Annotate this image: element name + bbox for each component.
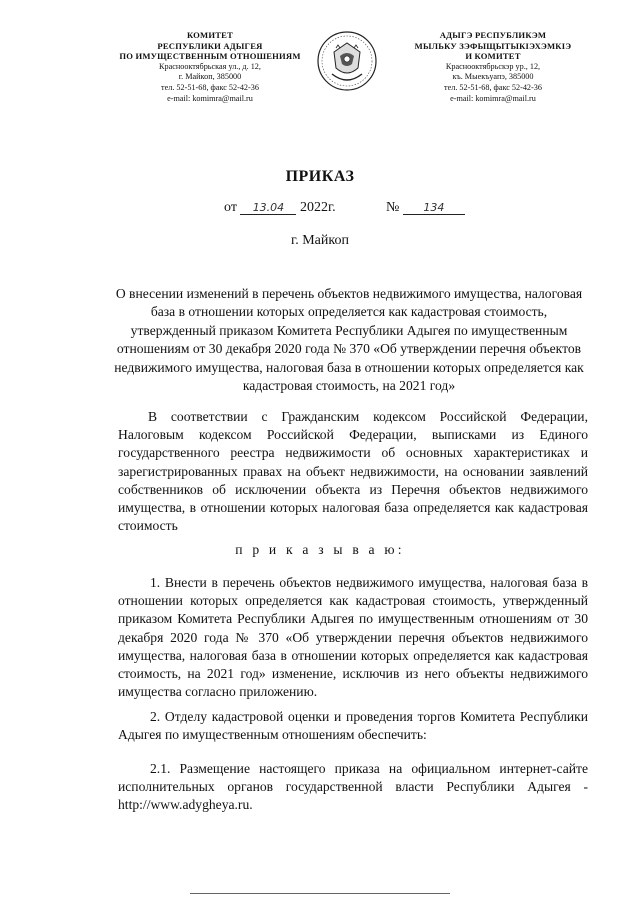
document-date (224, 200, 336, 216)
document-title: ПРИКАЗ (285, 168, 355, 185)
org-name-line: РЕСПУБЛИКИ АДЫГЕЯ (157, 40, 263, 51)
page-bottom-divider (190, 893, 450, 894)
org-name-line: КОМИТЕТ (186, 30, 234, 40)
decree-word: п р и к а з ы в а ю: (235, 542, 405, 557)
coat-of-arms-emblem-icon (314, 30, 380, 92)
item-1-paragraph: 1. Внести в перечень объектов недвижимого имущества, налоговая база в отношении которых определяется как кадастровая стоимость, утвержденный приказом Комитета Республики Адыгея по имущественным отношениям от 30 декабря 2020 года № 370 «Об утверждении перечня объектов недвижимого имущества, налоговая база в отношении которых определяется как кадастровая стоимость, на 2021 год» изменение, исключив из него объекты недвижимого имущества согласно приложению. (118, 575, 588, 700)
org-city: г. Майкоп, 385000 (178, 72, 242, 82)
org-phone: тел. 52-51-68, факс 52-42-36 (161, 82, 259, 92)
document-subject: О внесении изменений в перечень объектов недвижимого имущества, налоговая база в отношении которых определяется как кадастровая стоимость, утвержденный приказом Комитета Республики Адыгея по имущественным отношениям от 30 декабря 2020 года № 370 «Об утверждении перечня объектов недвижимого имущества, налоговая база в отношении которых определяется как кадастровая стоимость, на 2021 год» (114, 286, 584, 394)
org-phone: тел. 52-51-68, факс 52-42-36 (444, 82, 542, 92)
date-handwritten: 13.04 (240, 201, 296, 215)
org-email: e-mail: komimra@mail.ru (167, 93, 253, 103)
document-number (386, 200, 465, 216)
header-left-block (110, 30, 310, 104)
org-name-line: МЫЛЬКУ ЗЭФЫЩЫТЫКІЭХЭМКІЭ (414, 40, 572, 51)
date-year: 2022г. (299, 200, 336, 215)
number-prefix: № (386, 200, 400, 215)
org-address: Краснооктябрьскэр ур., 12, (445, 61, 541, 71)
org-email: e-mail: komimra@mail.ru (450, 93, 536, 103)
number-handwritten: 134 (403, 201, 465, 215)
org-name-line: АДЫГЭ РЕСПУБЛИКЭМ (439, 30, 547, 40)
item-2-paragraph: 2. Отделу кадастровой оценки и проведения торгов Комитета Республики Адыгея по имущественным отношениям обеспечить: (118, 709, 588, 743)
org-name-line: И КОМИТЕТ (465, 51, 521, 62)
org-city: къ. Мыекъуапэ, 385000 (452, 72, 534, 82)
document-city: г. Майкоп (291, 233, 349, 248)
org-name-line: ПО ИМУЩЕСТВЕННЫМ ОТНОШЕНИЯМ (119, 51, 301, 62)
header-right-block (408, 30, 578, 104)
item-2-1-paragraph: 2.1. Размещение настоящего приказа на официальном интернет-сайте исполнительных органов государственной власти Республики Адыгея - http://www.adygheya.ru. (118, 761, 588, 813)
preamble-paragraph: В соответствии с Гражданским кодексом Российской Федерации, Налоговым кодексом Российской Федерации, выписками из Единого государственного реестра недвижимости об основных характеристиках и зарегистрированных правах на объект недвижимости, на основании заявлений собственников об исключении объекта из Перечня объектов недвижимого имущества, в отношении которых налоговая база определяется как кадастровая стоимость (118, 409, 588, 534)
date-prefix: от (224, 200, 237, 215)
org-address: Краснооктябрьская ул., д. 12, (159, 61, 261, 71)
